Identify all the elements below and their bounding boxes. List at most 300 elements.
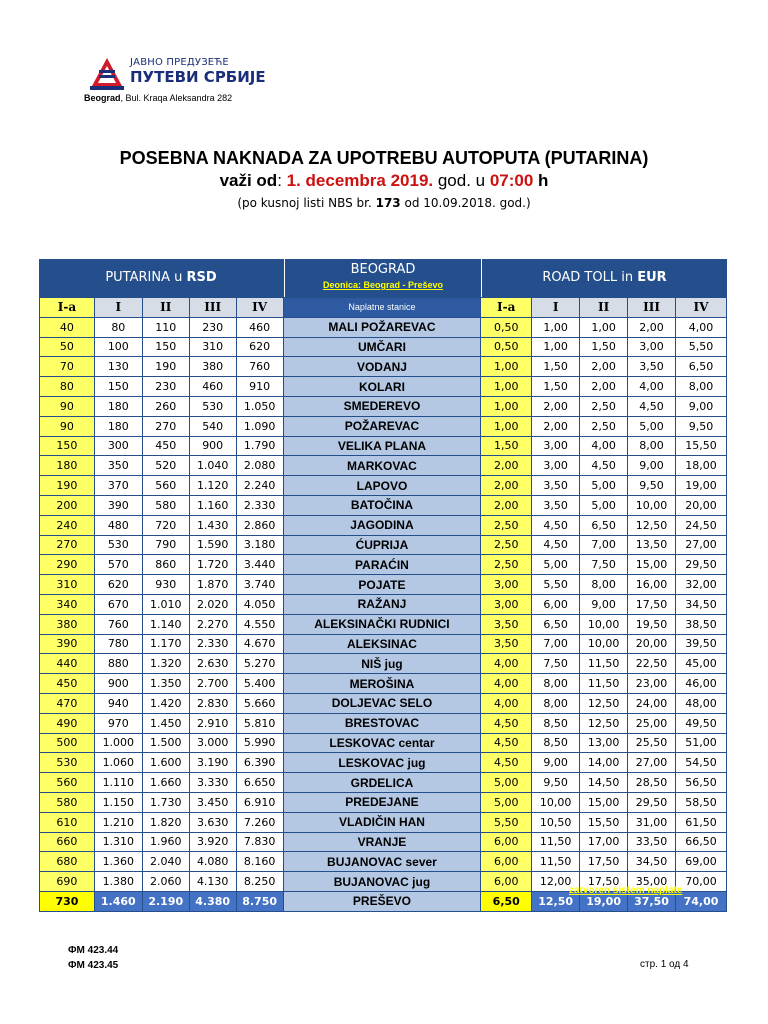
eur-cell: 5,50	[481, 812, 532, 832]
station-name-cell: LESKOVAC jug	[283, 753, 481, 773]
rsd-cell: 390	[94, 495, 142, 515]
rsd-cell: 560	[142, 476, 189, 496]
stations-column-header: Naplatne stanice	[283, 298, 481, 318]
rsd-cell: 620	[236, 337, 283, 357]
rsd-cell: 1.600	[142, 753, 189, 773]
table-row	[40, 377, 727, 397]
eur-cell: 20,00	[676, 495, 727, 515]
rsd-cell: 5.990	[236, 733, 283, 753]
rsd-cell: 490	[40, 713, 95, 733]
rsd-cell: 4.380	[189, 891, 236, 911]
rsd-currency: RSD	[186, 270, 217, 285]
rsd-cell: 70	[40, 357, 95, 377]
eur-cell: 6,50	[481, 891, 532, 911]
rsd-cell: 2.020	[189, 594, 236, 614]
eur-cell: 14,00	[580, 753, 628, 773]
rsd-column-header: I-a	[40, 298, 95, 318]
eur-cell: 34,50	[628, 852, 676, 872]
eur-cell: 4,50	[481, 713, 532, 733]
rsd-cell: 480	[94, 515, 142, 535]
rsd-column-header: III	[189, 298, 236, 318]
rsd-cell: 1.500	[142, 733, 189, 753]
eur-cell: 5,00	[481, 792, 532, 812]
rsd-cell: 1.350	[142, 674, 189, 694]
eur-cell: 4,50	[481, 733, 532, 753]
station-name-cell: RAŽANJ	[283, 594, 481, 614]
eur-cell: 11,50	[580, 654, 628, 674]
rsd-cell: 880	[94, 654, 142, 674]
eur-cell: 5,50	[532, 575, 580, 595]
rsd-cell: 1.960	[142, 832, 189, 852]
station-name-cell: KOLARI	[283, 377, 481, 397]
station-name-cell: BUJANOVAC sever	[283, 852, 481, 872]
table-row	[40, 832, 727, 852]
rsd-cell: 5.810	[236, 713, 283, 733]
eur-cell: 3,00	[628, 337, 676, 357]
address-street: , Bul. Kraqa Aleksandra 282	[120, 93, 233, 103]
rsd-cell: 2.060	[142, 872, 189, 892]
station-name-cell: UMČARI	[283, 337, 481, 357]
eur-cell: 3,50	[628, 357, 676, 377]
eur-cell: 74,00	[676, 891, 727, 911]
eur-cell: 7,00	[580, 535, 628, 555]
eur-cell: 12,50	[628, 515, 676, 535]
rsd-cell: 1.380	[94, 872, 142, 892]
rsd-cell: 620	[94, 575, 142, 595]
rsd-cell: 1.040	[189, 456, 236, 476]
document-title: POSEBNA NAKNADA ZA UPOTREBU AUTOPUTA (PUTARINA)	[119, 148, 649, 168]
road-logo-icon	[90, 56, 124, 90]
table-row	[40, 852, 727, 872]
eur-cell: 12,50	[580, 693, 628, 713]
rsd-cell: 540	[189, 416, 236, 436]
eur-cell: 9,50	[532, 773, 580, 793]
rsd-cell: 2.630	[189, 654, 236, 674]
eur-cell: 1,00	[481, 357, 532, 377]
station-name-cell: PREDEJANE	[283, 792, 481, 812]
validity-sep: :	[277, 171, 287, 190]
eur-cell: 46,00	[676, 674, 727, 694]
eur-cell: 6,50	[580, 515, 628, 535]
rsd-cell: 530	[189, 396, 236, 416]
route-section-link[interactable]: Deonica: Beograd - Preševo	[322, 280, 444, 290]
rsd-cell: 460	[236, 317, 283, 337]
eur-cell: 8,50	[532, 733, 580, 753]
eur-cell: 49,50	[676, 713, 727, 733]
rsd-cell: 1.590	[189, 535, 236, 555]
rsd-cell: 1.150	[94, 792, 142, 812]
table-row	[40, 674, 727, 694]
eur-cell: 14,50	[580, 773, 628, 793]
eur-cell: 5,50	[676, 337, 727, 357]
eur-cell: 9,50	[628, 476, 676, 496]
rsd-cell: 2.830	[189, 693, 236, 713]
rsd-cell: 150	[40, 436, 95, 456]
rsd-cell: 6.650	[236, 773, 283, 793]
rsd-header-label: PUTARINA u	[105, 270, 187, 285]
eur-cell: 5,00	[481, 773, 532, 793]
rsd-cell: 340	[40, 594, 95, 614]
table-row	[40, 634, 727, 654]
rsd-cell: 190	[142, 357, 189, 377]
eur-cell: 9,00	[676, 396, 727, 416]
eur-column-header: IV	[676, 298, 727, 318]
eur-cell: 17,50	[628, 594, 676, 614]
rsd-cell: 680	[40, 852, 95, 872]
eur-cell: 5,00	[628, 416, 676, 436]
rsd-cell: 1.160	[189, 495, 236, 515]
eur-cell: 3,50	[532, 495, 580, 515]
validity-time: 07:00	[489, 171, 534, 190]
eur-cell: 70,00	[676, 872, 727, 892]
rsd-cell: 370	[94, 476, 142, 496]
eur-cell: 1,50	[532, 377, 580, 397]
station-name-cell: LESKOVAC centar	[283, 733, 481, 753]
column-header-row	[40, 298, 727, 318]
eur-cell: 8,00	[580, 575, 628, 595]
rsd-cell: 900	[189, 436, 236, 456]
rsd-cell: 8.250	[236, 872, 283, 892]
eur-cell: 12,50	[580, 713, 628, 733]
rsd-cell: 940	[94, 693, 142, 713]
rsd-cell: 230	[142, 377, 189, 397]
eur-cell: 29,50	[676, 555, 727, 575]
note-prefix: (po kusnoj listi NBS br.	[237, 196, 376, 210]
eur-cell: 4,50	[532, 535, 580, 555]
eur-cell: 18,00	[676, 456, 727, 476]
station-name-cell: POJATE	[283, 575, 481, 595]
rsd-cell: 500	[40, 733, 95, 753]
eur-cell: 7,50	[580, 555, 628, 575]
eur-cell: 3,00	[481, 575, 532, 595]
table-row	[40, 812, 727, 832]
table-row	[40, 535, 727, 555]
rsd-cell: 610	[40, 812, 95, 832]
eur-cell: 69,00	[676, 852, 727, 872]
rsd-cell: 2.910	[189, 713, 236, 733]
rsd-cell: 760	[94, 614, 142, 634]
eur-cell: 24,50	[676, 515, 727, 535]
rsd-cell: 1.110	[94, 773, 142, 793]
eur-header	[482, 259, 727, 297]
validity-mid: god. u	[433, 171, 490, 190]
eur-cell: 51,00	[676, 733, 727, 753]
eur-cell: 1,00	[532, 337, 580, 357]
rsd-cell: 4.080	[189, 852, 236, 872]
rsd-cell: 730	[40, 891, 95, 911]
rsd-cell: 8.160	[236, 852, 283, 872]
rsd-cell: 2.040	[142, 852, 189, 872]
exchange-rate-note	[0, 196, 768, 210]
eur-cell: 2,00	[628, 317, 676, 337]
eur-cell: 8,50	[532, 713, 580, 733]
rsd-cell: 2.330	[236, 495, 283, 515]
rsd-cell: 4.050	[236, 594, 283, 614]
rsd-cell: 180	[94, 416, 142, 436]
rsd-cell: 190	[40, 476, 95, 496]
eur-header-label: ROAD TOLL in	[542, 270, 638, 285]
closed-system-link[interactable]: zatvoren sistem naplate	[569, 885, 683, 896]
eur-cell: 2,50	[580, 416, 628, 436]
rsd-cell: 80	[94, 317, 142, 337]
eur-cell: 3,50	[481, 614, 532, 634]
table-row	[40, 594, 727, 614]
eur-cell: 61,50	[676, 812, 727, 832]
station-name-cell: BRESTOVAC	[283, 713, 481, 733]
rsd-cell: 930	[142, 575, 189, 595]
rsd-cell: 5.660	[236, 693, 283, 713]
route-origin: BEOGRAD	[350, 262, 416, 277]
table-row	[40, 476, 727, 496]
rsd-cell: 90	[40, 396, 95, 416]
company-address	[84, 93, 232, 103]
rsd-cell: 1.790	[236, 436, 283, 456]
eur-cell: 12,50	[532, 891, 580, 911]
station-name-cell: JAGODINA	[283, 515, 481, 535]
rsd-cell: 270	[40, 535, 95, 555]
rsd-cell: 350	[94, 456, 142, 476]
eur-column-header: II	[580, 298, 628, 318]
table-row	[40, 654, 727, 674]
rsd-cell: 2.700	[189, 674, 236, 694]
eur-cell: 5,00	[532, 555, 580, 575]
rsd-cell: 150	[94, 377, 142, 397]
eur-cell: 17,00	[580, 832, 628, 852]
eur-cell: 11,50	[532, 852, 580, 872]
eur-cell: 19,00	[580, 891, 628, 911]
eur-cell: 1,00	[481, 377, 532, 397]
station-name-cell: BATOČINA	[283, 495, 481, 515]
rsd-cell: 1.120	[189, 476, 236, 496]
eur-cell: 10,00	[580, 614, 628, 634]
station-name-cell: POŽAREVAC	[283, 416, 481, 436]
eur-cell: 23,00	[628, 674, 676, 694]
rsd-cell: 660	[40, 832, 95, 852]
rsd-cell: 570	[94, 555, 142, 575]
eur-cell: 2,00	[481, 495, 532, 515]
rsd-cell: 670	[94, 594, 142, 614]
rsd-cell: 910	[236, 377, 283, 397]
table-row	[40, 753, 727, 773]
eur-cell: 17,50	[580, 852, 628, 872]
rsd-cell: 780	[94, 634, 142, 654]
eur-cell: 3,50	[532, 476, 580, 496]
eur-cell: 0,50	[481, 337, 532, 357]
rsd-cell: 790	[142, 535, 189, 555]
rsd-cell: 970	[94, 713, 142, 733]
rsd-cell: 260	[142, 396, 189, 416]
station-name-cell: VODANJ	[283, 357, 481, 377]
eur-cell: 25,50	[628, 733, 676, 753]
toll-table	[39, 297, 727, 912]
rsd-cell: 2.240	[236, 476, 283, 496]
rsd-cell: 180	[40, 456, 95, 476]
eur-cell: 11,50	[532, 832, 580, 852]
rsd-cell: 1.820	[142, 812, 189, 832]
table-row	[40, 357, 727, 377]
station-name-cell: MEROŠINA	[283, 674, 481, 694]
rsd-cell: 310	[40, 575, 95, 595]
rsd-cell: 80	[40, 377, 95, 397]
eur-cell: 6,00	[481, 872, 532, 892]
eur-cell: 4,00	[481, 693, 532, 713]
rsd-cell: 1.140	[142, 614, 189, 634]
rsd-cell: 380	[40, 614, 95, 634]
rsd-cell: 3.190	[189, 753, 236, 773]
rsd-cell: 1.010	[142, 594, 189, 614]
eur-cell: 37,50	[628, 891, 676, 911]
eur-cell: 22,50	[628, 654, 676, 674]
rsd-cell: 3.000	[189, 733, 236, 753]
eur-cell: 4,00	[481, 654, 532, 674]
toll-table-panel	[39, 259, 727, 909]
table-row	[40, 436, 727, 456]
table-row	[40, 733, 727, 753]
eur-cell: 11,50	[580, 674, 628, 694]
eur-cell: 1,00	[580, 317, 628, 337]
eur-cell: 27,00	[628, 753, 676, 773]
eur-cell: 2,00	[481, 456, 532, 476]
rsd-cell: 1.420	[142, 693, 189, 713]
eur-cell: 33,50	[628, 832, 676, 852]
rsd-cell: 110	[142, 317, 189, 337]
rsd-cell: 7.830	[236, 832, 283, 852]
rsd-cell: 90	[40, 416, 95, 436]
validity-date: 1. decembra 2019.	[286, 171, 434, 190]
eur-cell: 58,50	[676, 792, 727, 812]
station-name-cell: MARKOVAC	[283, 456, 481, 476]
station-name-cell: LAPOVO	[283, 476, 481, 496]
eur-cell: 24,00	[628, 693, 676, 713]
eur-cell: 6,50	[532, 614, 580, 634]
station-name-cell: SMEDEREVO	[283, 396, 481, 416]
rsd-cell: 40	[40, 317, 95, 337]
eur-cell: 5,00	[580, 495, 628, 515]
rsd-cell: 2.190	[142, 891, 189, 911]
eur-cell: 6,50	[676, 357, 727, 377]
rsd-cell: 900	[94, 674, 142, 694]
eur-cell: 66,50	[676, 832, 727, 852]
rsd-cell: 7.260	[236, 812, 283, 832]
rsd-cell: 390	[40, 634, 95, 654]
logo-company-name: ПУТЕВИ СРБИЈЕ	[130, 68, 266, 86]
eur-cell: 1,50	[580, 337, 628, 357]
station-name-cell: BUJANOVAC jug	[283, 872, 481, 892]
eur-cell: 25,00	[628, 713, 676, 733]
rsd-cell: 460	[189, 377, 236, 397]
rsd-cell: 530	[94, 535, 142, 555]
rsd-column-header: I	[94, 298, 142, 318]
table-row	[40, 792, 727, 812]
rsd-cell: 3.740	[236, 575, 283, 595]
eur-cell: 2,50	[481, 515, 532, 535]
eur-cell: 3,00	[532, 456, 580, 476]
rsd-cell: 1.170	[142, 634, 189, 654]
station-name-cell: DOLJEVAC SELO	[283, 693, 481, 713]
rsd-cell: 690	[40, 872, 95, 892]
rsd-cell: 100	[94, 337, 142, 357]
eur-cell: 5,00	[580, 476, 628, 496]
eur-cell: 8,00	[532, 674, 580, 694]
rsd-cell: 8.750	[236, 891, 283, 911]
station-name-cell: ĆUPRIJA	[283, 535, 481, 555]
rsd-cell: 150	[142, 337, 189, 357]
rsd-cell: 1.450	[142, 713, 189, 733]
eur-cell: 20,00	[628, 634, 676, 654]
rsd-cell: 300	[94, 436, 142, 456]
eur-cell: 4,50	[628, 396, 676, 416]
eur-cell: 2,50	[481, 535, 532, 555]
eur-cell: 45,00	[676, 654, 727, 674]
eur-cell: 8,00	[532, 693, 580, 713]
rsd-cell: 1.310	[94, 832, 142, 852]
rsd-cell: 2.270	[189, 614, 236, 634]
eur-cell: 34,50	[676, 594, 727, 614]
rsd-cell: 1.720	[189, 555, 236, 575]
eur-cell: 56,50	[676, 773, 727, 793]
station-name-cell: GRDELICA	[283, 773, 481, 793]
eur-cell: 15,50	[580, 812, 628, 832]
eur-cell: 54,50	[676, 753, 727, 773]
route-header	[284, 259, 482, 297]
eur-cell: 8,00	[676, 377, 727, 397]
rsd-cell: 230	[189, 317, 236, 337]
eur-cell: 9,00	[532, 753, 580, 773]
rsd-cell: 4.670	[236, 634, 283, 654]
eur-cell: 4,50	[532, 515, 580, 535]
rsd-cell: 1.320	[142, 654, 189, 674]
eur-column-header: I	[532, 298, 580, 318]
eur-cell: 8,00	[628, 436, 676, 456]
page-number: стр. 1 од 4	[640, 959, 689, 970]
note-number: 173	[375, 196, 401, 210]
table-row	[40, 337, 727, 357]
rsd-cell: 4.130	[189, 872, 236, 892]
rsd-cell: 1.050	[236, 396, 283, 416]
rsd-cell: 580	[142, 495, 189, 515]
eur-cell: 9,00	[580, 594, 628, 614]
rsd-cell: 860	[142, 555, 189, 575]
rsd-cell: 1.660	[142, 773, 189, 793]
eur-cell: 15,00	[580, 792, 628, 812]
rsd-cell: 450	[40, 674, 95, 694]
eur-currency: EUR	[637, 270, 667, 285]
note-suffix: od 10.09.2018. god.)	[400, 196, 531, 210]
eur-cell: 2,00	[580, 377, 628, 397]
eur-cell: 1,00	[481, 396, 532, 416]
rsd-cell: 450	[142, 436, 189, 456]
eur-cell: 27,00	[676, 535, 727, 555]
station-name-cell: VELIKA PLANA	[283, 436, 481, 456]
eur-cell: 13,50	[628, 535, 676, 555]
rsd-cell: 310	[189, 337, 236, 357]
rsd-cell: 200	[40, 495, 95, 515]
rsd-cell: 1.090	[236, 416, 283, 436]
eur-cell: 2,00	[532, 396, 580, 416]
station-name-cell: PARAĆIN	[283, 555, 481, 575]
eur-cell: 2,00	[481, 476, 532, 496]
rsd-cell: 3.440	[236, 555, 283, 575]
eur-cell: 4,00	[628, 377, 676, 397]
rsd-cell: 5.400	[236, 674, 283, 694]
rsd-cell: 3.450	[189, 792, 236, 812]
rsd-cell: 2.080	[236, 456, 283, 476]
rsd-cell: 1.460	[94, 891, 142, 911]
eur-cell: 16,00	[628, 575, 676, 595]
table-row	[40, 555, 727, 575]
table-row	[40, 495, 727, 515]
form-code-2: ФМ 423.45	[68, 960, 119, 971]
